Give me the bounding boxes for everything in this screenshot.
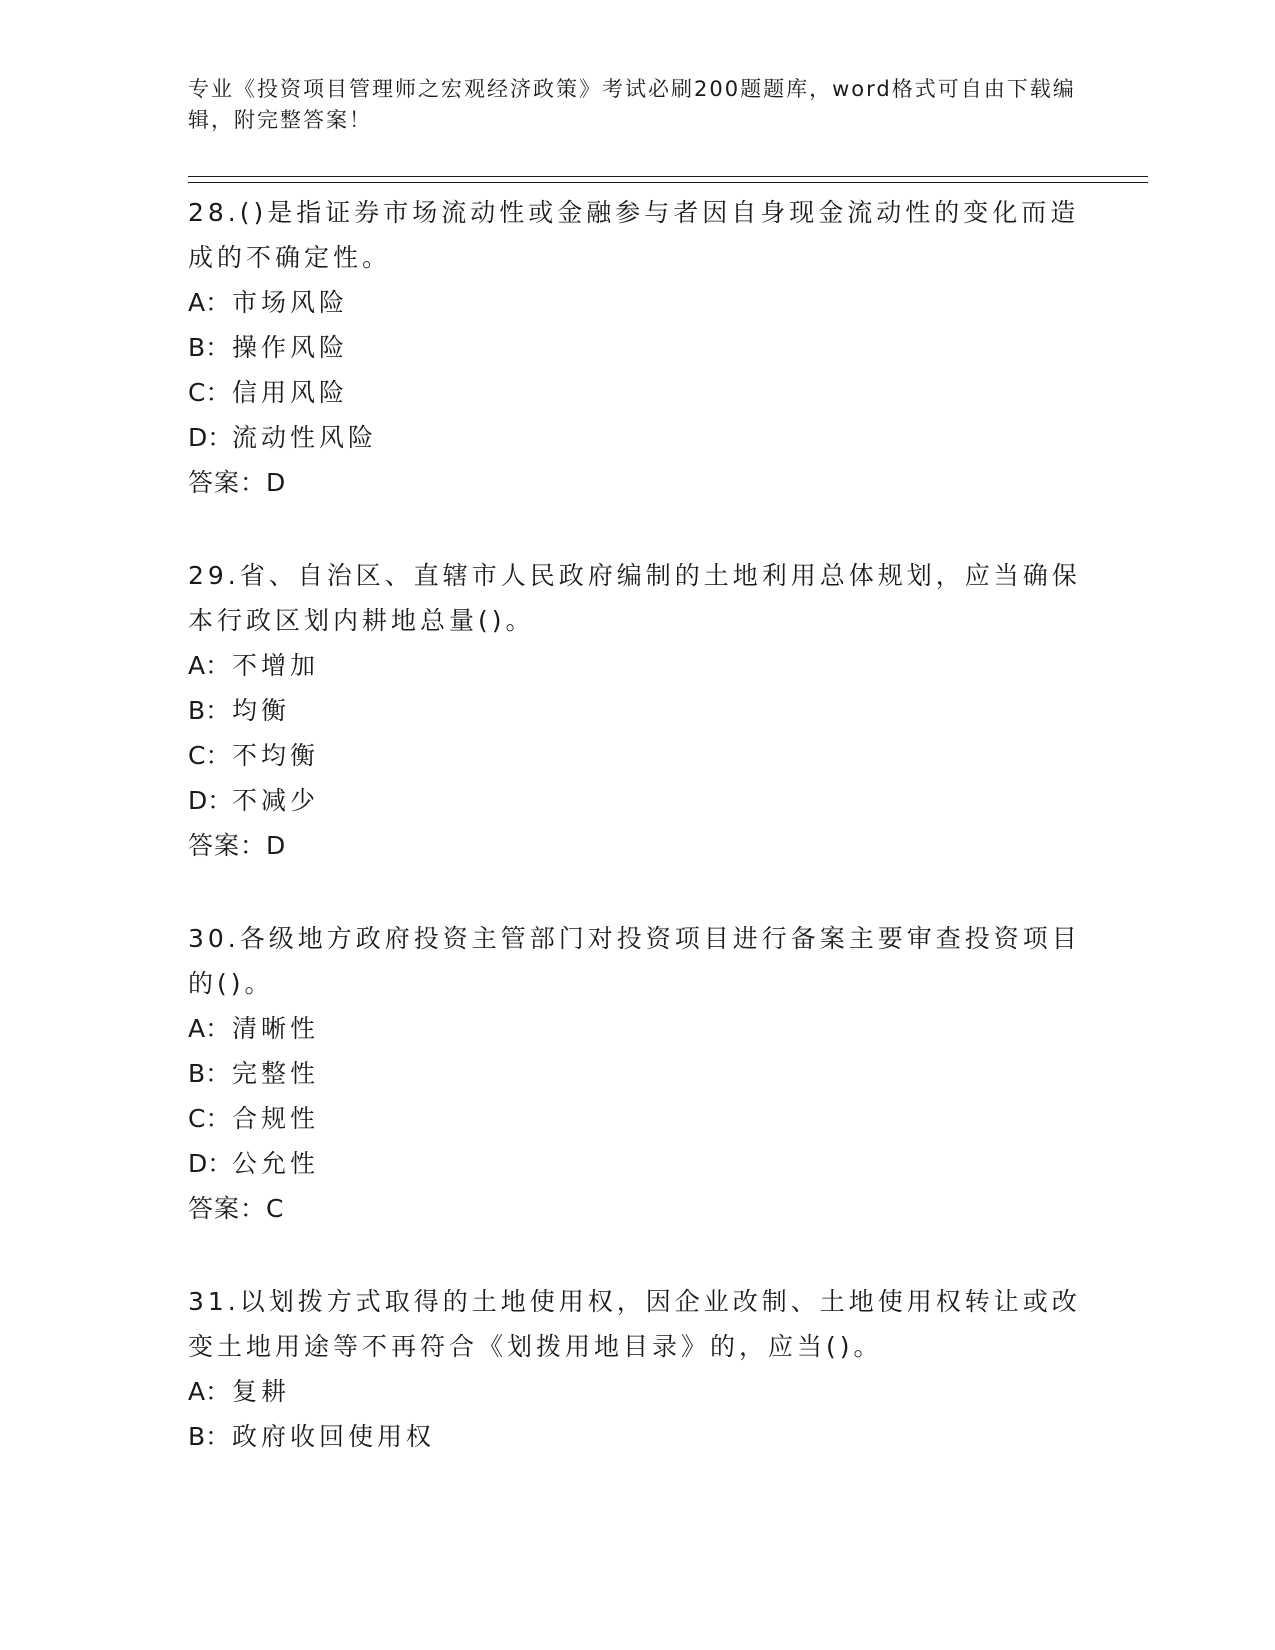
header-rule-top — [188, 176, 1148, 177]
question-30 — [188, 916, 1088, 1231]
option-a — [188, 643, 1088, 688]
option-a — [188, 1006, 1088, 1051]
option-text: 政府收回使用权 — [232, 1422, 436, 1451]
option-c — [188, 733, 1088, 778]
option-text: 不增加 — [232, 651, 320, 680]
option-text: 不均衡 — [232, 741, 320, 770]
option-b — [188, 1051, 1088, 1096]
option-b — [188, 325, 1088, 370]
question-stem: 30.各级地方政府投资主管部门对投资项目进行备案主要审查投资项目的()。 — [188, 924, 1081, 998]
option-text: 均衡 — [232, 696, 291, 725]
question-stem: 29.省、自治区、直辖市人民政府编制的土地利用总体规划，应当确保本行政区划内耕地总量()。 — [188, 561, 1081, 635]
option-b — [188, 688, 1088, 733]
question-28 — [188, 190, 1088, 505]
question-list — [188, 190, 1088, 1507]
option-key: C： — [188, 741, 231, 770]
option-text: 完整性 — [232, 1059, 320, 1088]
option-text: 合规性 — [232, 1104, 320, 1133]
option-a — [188, 1369, 1088, 1414]
question-stem: 31.以划拨方式取得的土地使用权，因企业改制、土地使用权转让或改变土地用途等不再符合《划拨用地目录》的，应当()。 — [188, 1287, 1081, 1361]
option-c — [188, 1096, 1088, 1141]
option-key: B： — [188, 333, 231, 362]
option-key: D： — [188, 1149, 233, 1178]
option-text: 信用风险 — [232, 378, 349, 407]
option-text: 不减少 — [232, 786, 320, 815]
option-key: D： — [188, 786, 233, 815]
option-text: 清晰性 — [232, 1014, 320, 1043]
answer-line: 答案：D — [188, 831, 287, 860]
option-key: B： — [188, 1422, 231, 1451]
option-key: D： — [188, 423, 233, 452]
answer-line: 答案：C — [188, 1194, 285, 1223]
option-key: B： — [188, 1059, 231, 1088]
option-text: 市场风险 — [232, 288, 349, 317]
question-29 — [188, 553, 1088, 868]
option-key: A： — [188, 1014, 231, 1043]
option-text: 操作风险 — [232, 333, 349, 362]
question-31 — [188, 1279, 1088, 1459]
option-text: 复耕 — [232, 1377, 291, 1406]
answer-line: 答案：D — [188, 468, 287, 497]
option-a — [188, 280, 1088, 325]
option-b — [188, 1414, 1088, 1459]
option-text: 流动性风险 — [232, 423, 378, 452]
header-rule-bottom — [188, 182, 1148, 183]
option-d — [188, 1141, 1088, 1186]
option-d — [188, 415, 1088, 460]
option-key: A： — [188, 1377, 231, 1406]
document-header: 专业《投资项目管理师之宏观经济政策》考试必刷200题题库，word格式可自由下载编辑，附完整答案！ — [188, 77, 1076, 132]
option-key: B： — [188, 696, 231, 725]
option-text: 公允性 — [232, 1149, 320, 1178]
option-c — [188, 370, 1088, 415]
option-key: A： — [188, 288, 231, 317]
question-stem: 28.()是指证券市场流动性或金融参与者因自身现金流动性的变化而造成的不确定性。 — [188, 198, 1080, 272]
option-key: C： — [188, 1104, 231, 1133]
option-key: A： — [188, 651, 231, 680]
option-key: C： — [188, 378, 231, 407]
option-d — [188, 778, 1088, 823]
